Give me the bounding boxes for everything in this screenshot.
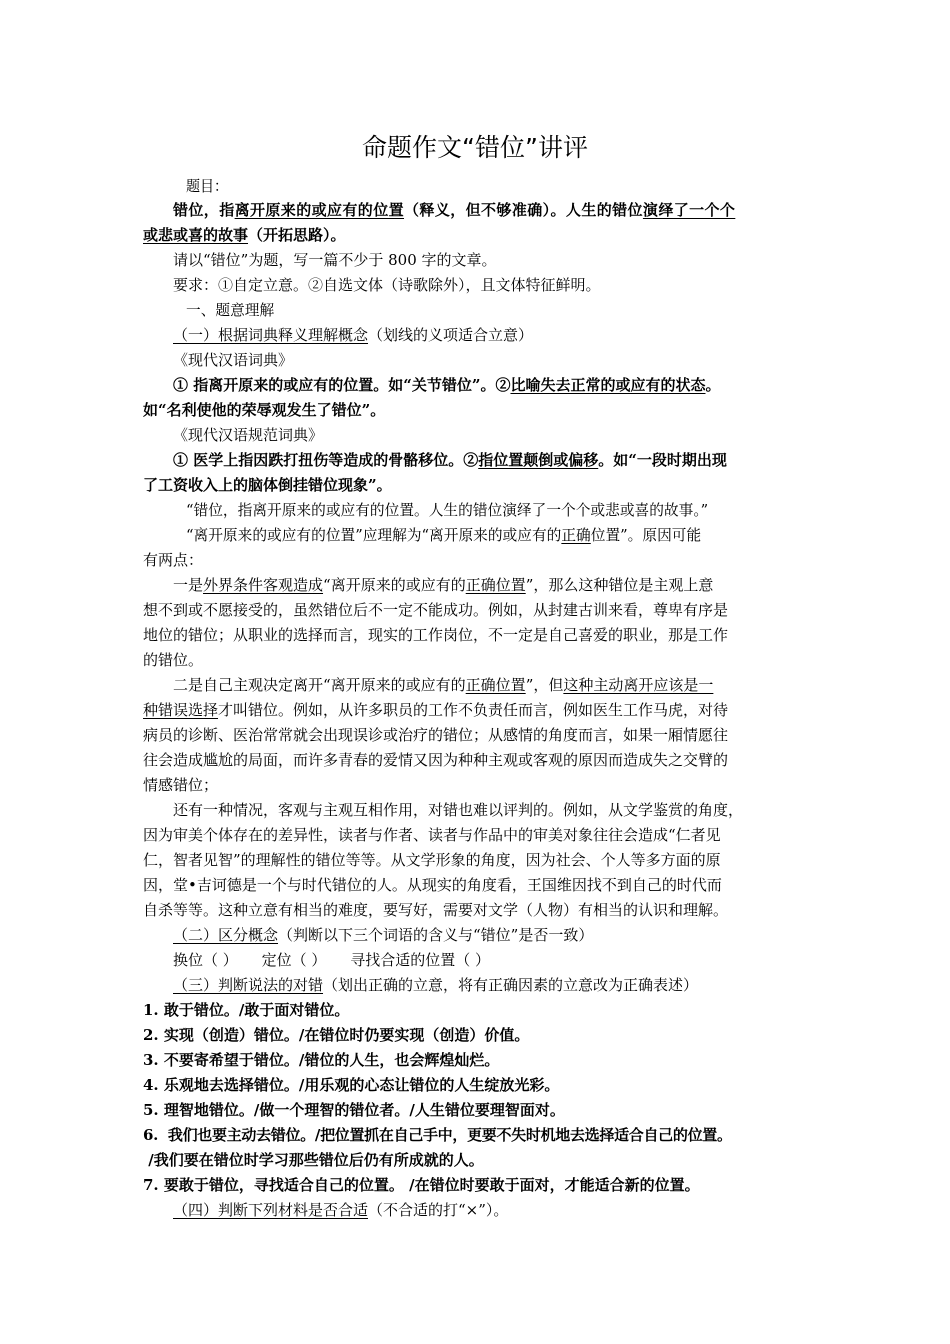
underlined-text: 种错误选择 — [143, 701, 219, 719]
topic-requirements: 要求：①自定立意。②自选文体（诗歌除外），且文体特征鲜明。 — [173, 276, 601, 294]
para-one-line-2: 想不到或不愿接受的，虽然错位后不一定不能成功。例如，从封建古训来看，尊卑有序是 — [143, 601, 729, 619]
text-run: （不合适的打“×”）。 — [368, 1201, 509, 1219]
underlined-text: 正确 — [561, 526, 591, 544]
text-run: “离开原来的或应有的 — [323, 576, 466, 594]
text-run: （释义，但不够准确）。人生的错位 — [404, 201, 643, 219]
subsection-heading-1 — [173, 323, 808, 348]
text-run: 位置”。原因可能 — [590, 526, 702, 544]
text-run: （划出正确的立意，将有正确因素的立意改为正确表述） — [323, 976, 699, 994]
list-item-continued: /我们要在错位时学习那些错位后仍有所成就的人。 — [143, 1151, 484, 1169]
para-two-line-3: 病员的诊断、医治常常就会出现误诊或治疗的错位；从感情的角度而言，如果一厢情愿往 — [143, 726, 729, 744]
underlined-text: 离开原来的或应有的位置 — [234, 201, 405, 219]
list-item: 2. 实现（创造）错位。/在错位时仍要实现（创造）价值。 — [143, 1026, 530, 1044]
para-understanding-line-1 — [186, 523, 808, 548]
underlined-text: 正确位置 — [465, 576, 526, 594]
text-run: （划线的义项适合立意） — [368, 326, 534, 344]
text-run: 一是 — [173, 576, 204, 594]
text-run: “离开原来的或应有的位置”应理解为“离开原来的或应有的 — [186, 526, 562, 544]
text-run: ① 医学上指因跌打扭伤等造成的骨骼移位。② — [173, 451, 479, 469]
para-three-line-5: 自杀等等。这种立意有相当的难度，要写好，需要对文学（人物）有相当的认识和理解。 — [143, 901, 729, 919]
list-item: 1. 敢于错位。/敢于面对错位。 — [143, 1001, 350, 1019]
para-two-line-5: 情感错位； — [143, 776, 219, 794]
definition-1-line-1 — [173, 373, 808, 398]
topic-heading: 题目： — [186, 177, 229, 195]
text-run: 错位，指 — [173, 201, 235, 219]
para-understanding-line-2: 有两点： — [143, 551, 204, 569]
text-run: ① 指离开原来的或应有的位置。如“关节错位”。② — [173, 376, 511, 394]
underlined-text: 指位置颠倒或偏移 — [478, 451, 599, 469]
underlined-text: 比喻失去正常的或应有的状态 — [510, 376, 706, 394]
concept-choices: 换位（ ） 定位（ ） 寻找合适的位置（ ） — [173, 951, 490, 969]
text-run: 。 — [705, 376, 721, 394]
definition-1-line-2: 如“名利使他的荣辱观发生了错位”。 — [143, 401, 386, 419]
text-run: ”，那么这种错位是主观上意 — [525, 576, 714, 594]
dictionary-title-1: 《现代汉语词典》 — [173, 351, 294, 369]
definition-2-line-1 — [173, 448, 808, 473]
underlined-text: （三）判断说法的对错 — [173, 976, 324, 994]
topic-line-1 — [173, 198, 808, 223]
text-run: ”，但 — [525, 676, 564, 694]
para-two-line-1 — [173, 673, 808, 698]
list-item: 3. 不要寄希望于错位。/错位的人生，也会辉煌灿烂。 — [143, 1051, 500, 1069]
underlined-text: 这种主动离开应该是一 — [563, 676, 714, 694]
section-heading-1: 一、题意理解 — [186, 301, 275, 319]
para-one-line-4: 的错位。 — [143, 651, 204, 669]
underlined-text: 或悲或喜的故事 — [143, 226, 249, 244]
para-three-line-2: 因为审美个体存在的差异性，读者与作者、读者与作品中的审美对象往往会造成“仁者见 — [143, 826, 721, 844]
list-item: 6. 我们也要主动去错位。/把位置抓在自己手中，更要不失时机地去选择适合自己的位置。 — [143, 1126, 732, 1144]
page-title: 命题作文“错位”讲评 — [362, 133, 588, 162]
topic-line-2 — [143, 223, 808, 248]
subsection-heading-4 — [173, 1198, 808, 1223]
list-item: 7. 要敢于错位，寻找适合自己的位置。 /在错位时要敢于面对，才能适合新的位置。 — [143, 1176, 700, 1194]
para-one-line-3: 地位的错位；从职业的选择而言，现实的工作岗位，不一定是自己喜爱的职业，那是工作 — [143, 626, 729, 644]
quote-line: “错位，指离开原来的或应有的位置。人生的错位演绎了一个个或悲或喜的故事。” — [186, 501, 709, 519]
dictionary-title-2: 《现代汉语规范词典》 — [173, 426, 324, 444]
underlined-text: （四）判断下列材料是否合适 — [173, 1201, 369, 1219]
text-run: 。如“一段时期出现 — [598, 451, 727, 469]
definition-2-line-2: 了工资收入上的脑体倒挂错位现象”。 — [143, 476, 392, 494]
text-run: （判断以下三个词语的含义与“错位”是否一致） — [278, 926, 594, 944]
underlined-text: （一）根据词典释义理解概念 — [173, 326, 369, 344]
list-item: 4. 乐观地去选择错位。/用乐观的心态让错位的人生绽放光彩。 — [143, 1076, 560, 1094]
underlined-text: 正确位置 — [465, 676, 526, 694]
underlined-text: 外界条件客观造成 — [203, 576, 324, 594]
underlined-text: （二）区分概念 — [173, 926, 279, 944]
text-run: （开拓思路）。 — [248, 226, 346, 244]
topic-instruction: 请以“错位”为题，写一篇不少于 800 字的文章。 — [173, 251, 497, 269]
subsection-heading-2 — [173, 923, 808, 948]
text-run: 才叫错位。例如，从许多职员的工作不负责任而言，例如医生工作马虎，对待 — [218, 701, 729, 719]
underlined-text: 演绎了一个个 — [642, 201, 736, 219]
subsection-heading-3 — [173, 973, 808, 998]
para-three-line-3: 仁，智者见智”的理解性的错位等等。从文学形象的角度，因为社会、个人等多方面的原 — [143, 851, 721, 869]
list-item: 5. 理智地错位。/做一个理智的错位者。/人生错位要理智面对。 — [143, 1101, 565, 1119]
para-three-line-1: 还有一种情况，客观与主观互相作用，对错也难以评判的。例如，从文学鉴赏的角度， — [173, 801, 744, 819]
para-two-line-2 — [143, 698, 808, 723]
para-one-line-1 — [173, 573, 808, 598]
para-two-line-4: 往会造成尴尬的局面，而许多青春的爱情又因为种种主观或客观的原因而造成失之交臂的 — [143, 751, 729, 769]
para-three-line-4: 因，堂•吉诃德是一个与时代错位的人。从现实的角度看，王国维因找不到自己的时代而 — [143, 876, 722, 894]
text-run: 二是自己主观决定离开“离开原来的或应有的 — [173, 676, 466, 694]
